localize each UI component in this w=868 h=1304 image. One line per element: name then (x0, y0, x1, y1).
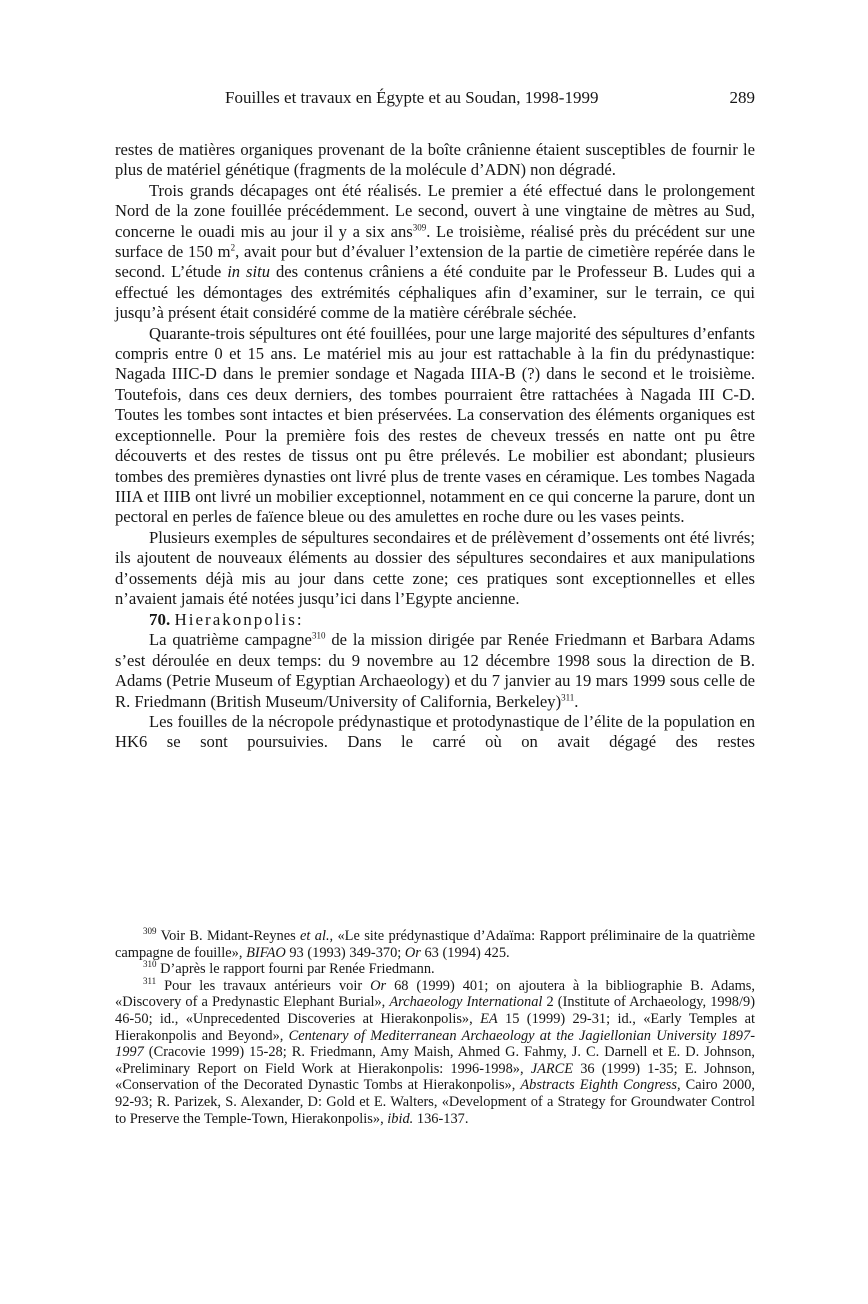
footnote-italic: ibid. (387, 1110, 414, 1127)
paragraph-decapages (115, 181, 755, 324)
paragraph-text: des contenus crâniens a été conduite par le Professeur B. Ludes qui a effectué les démontages des extrémités céphaliques afin d’examiner, sur le terrain, ce qui jusqu’à présent était considéré comme de la matière cérébrale séchée. (115, 262, 755, 323)
footnote-text: 93 (1993) 349-370; (285, 944, 405, 961)
footnote-italic: Archaeology International (389, 994, 543, 1011)
footnote-number: 311 (143, 975, 157, 986)
footnote-text: Voir B. Midant-Reynes (156, 928, 301, 944)
footnote-text: 15 (1999) 29-31; id., «Early Temples at Hierakonpolis and Beyond», (115, 1010, 755, 1044)
running-head (115, 88, 755, 118)
footnote-text: (Cracovie 1999) 15-28; R. Friedmann, Amy Maish, Ahmed G. Fahmy, J. C. Darnell et E. D. Johnson, «Preliminary Report on Field Work at Hierakonpolis: 1996-1998», (115, 1044, 755, 1077)
footnote-text: 68 (1999) 401; on ajoutera à la bibliographie B. Adams, «Discovery of a Predynastic Elephant Burial», (115, 977, 755, 1011)
paragraph-text: La quatrième campagne (149, 630, 312, 650)
paragraph-secondaires (115, 528, 755, 610)
footnotes (115, 928, 755, 1127)
footnote-ref-310: 310 (311, 630, 326, 641)
footnote-309 (115, 928, 755, 961)
paragraph-text: , avait pour but d’évaluer l’extension de la partie de cimetière repérée dans le second. L’étude (115, 242, 755, 282)
paragraph-text: . Le troisième, réalisé près du précédent sur une surface de 150 m (115, 221, 756, 262)
footnote-311 (115, 975, 755, 1127)
footnote-italic: Or (404, 944, 421, 961)
footnote-italic: EA (480, 1010, 498, 1027)
paragraph-text: Trois grands décapages ont été réalisés. Le premier a été effectué dans le prolongement Nord de la zone fouillée précédemment. Le second, ouvert à une vingtaine de mètres au Sud, concerne le ouadi mis au jour il y a six ans (115, 180, 755, 241)
footnote-text: D’après le rapport fourni par Renée Friedmann. (156, 961, 435, 978)
footnote-ref-309: 309 (412, 222, 427, 233)
body-text (115, 140, 755, 753)
footnote-text: Pour les travaux antérieurs voir (156, 977, 371, 994)
italic-term: in situ (227, 262, 271, 282)
footnote-310 (115, 961, 755, 978)
paragraph-text: Les fouilles de la nécropole prédynastique et protodynastique de l’élite de la population en HK6 se sont poursuivies. Dans le carré où on avait dégagé des restes (115, 711, 755, 752)
section-number: 70. (149, 610, 171, 630)
running-title: Fouilles et travaux en Égypte et au Soudan, 1998-1999 (225, 88, 599, 107)
footnote-ref-311: 311 (561, 692, 575, 703)
footnote-italic: Or (370, 977, 387, 994)
footnote-text: 63 (1994) 425. (420, 944, 510, 961)
paragraph-text: . (574, 691, 579, 711)
footnote-italic: Centenary of Mediterranean Archaeology at the Jagiellonian University 1897-1997 (115, 1027, 755, 1061)
paragraph-text: Quarante-trois sépultures ont été fouillées, pour une large majorité des sépultures d’enfants compris entre 0 et 15 ans. Le matériel mis au jour est rattachable à la fin du prédynastique: Nagada IIIC-D dans le premier sondage et Nagada IIIA-B (?) dans le second et le troisième. Toutefois, dans ces deux derniers, des tombes pourraient être rattachées à Nagada III C-D. Toutes les tombes sont intactes et bien préservées. La conservation des éléments organiques est exceptionnelle. Pour la première fois des restes de cheveux tressés en natte ont pu être découverts et des restes de tissus ont pu être prélevés. Le mobilier est abondant; plusieurs tombes des premières dynasties ont livré plus de trente vases en céramique. Les tombes Nagada IIIA et IIIB ont livré un mobilier exceptionnel, notamment en ce qui concerne la parure, dont un pectoral en perles de faïence bleue ou des amulettes en roche dure ou les vases peints. (115, 323, 755, 527)
footnote-number: 310 (143, 959, 157, 970)
footnote-text: 2 (Institute of Archaeology, 1998/9) 46-50; id., «Unprecedented Discoveries at Hierakonpolis», (115, 994, 755, 1027)
footnote-italic: Abstracts Eighth Congress (520, 1077, 677, 1094)
paragraph-sepultures (115, 324, 755, 528)
footnote-text: , Cairo 2000, 92-93; R. Parizek, S. Alexander, D: Gold et E. Walters, «Development of a Strategy for Groundwater Control to Preserve the Temple-Town, Hierakonpolis», (115, 1077, 755, 1127)
footnote-text: , «Le site prédynastique d’Adaïma: Rapport préliminaire de la quatrième campagne de fouille», (115, 928, 755, 961)
footnote-text: 136-137. (413, 1110, 469, 1127)
paragraph-campagne (115, 630, 755, 712)
footnote-text: 36 (1999) 1-35; E. Johnson, «Conservation of the Decorated Dynastic Tombs at Hierakonpolis», (115, 1060, 755, 1094)
square-meter-exponent: 2 (230, 242, 236, 253)
paragraph-text: restes de matières organiques provenant de la boîte crânienne étaient susceptibles de fournir le plus de matériel génétique (fragments de la molécule d’ADN) non dégradé. (115, 140, 755, 180)
footnote-italic: BIFAO (246, 944, 286, 961)
paragraph-continuation (115, 140, 755, 181)
section-title: Hierakonpolis: (174, 610, 304, 630)
page-number: 289 (729, 88, 755, 107)
section-heading (115, 609, 755, 630)
footnote-number: 309 (143, 926, 157, 937)
paragraph-fouilles (115, 712, 755, 753)
paragraph-text: Plusieurs exemples de sépultures secondaires et de prélèvement d’ossements ont été livrés; ils ajoutent de nouveaux éléments au dossier des sépultures secondaires et aux manipulations d’ossements déjà mis au jour dans cette zone; ces pratiques sont exceptionnelles et elles n’avaient jamais été notées jusqu’ici dans l’Egypte ancienne. (115, 527, 755, 608)
footnote-italic: et al. (300, 928, 330, 944)
paragraph-text: de la mission dirigée par Renée Friedmann et Barbara Adams s’est déroulée en deux temps: du 9 novembre au 12 décembre 1998 sous la direction de B. Adams (Petrie Museum of Egyptian Archaeology) et du 7 janvier au 19 mars 1999 sous celle de R. Friedmann (British Museum/University of California, Berkeley) (115, 630, 756, 711)
footnote-italic: JARCE (530, 1060, 574, 1077)
